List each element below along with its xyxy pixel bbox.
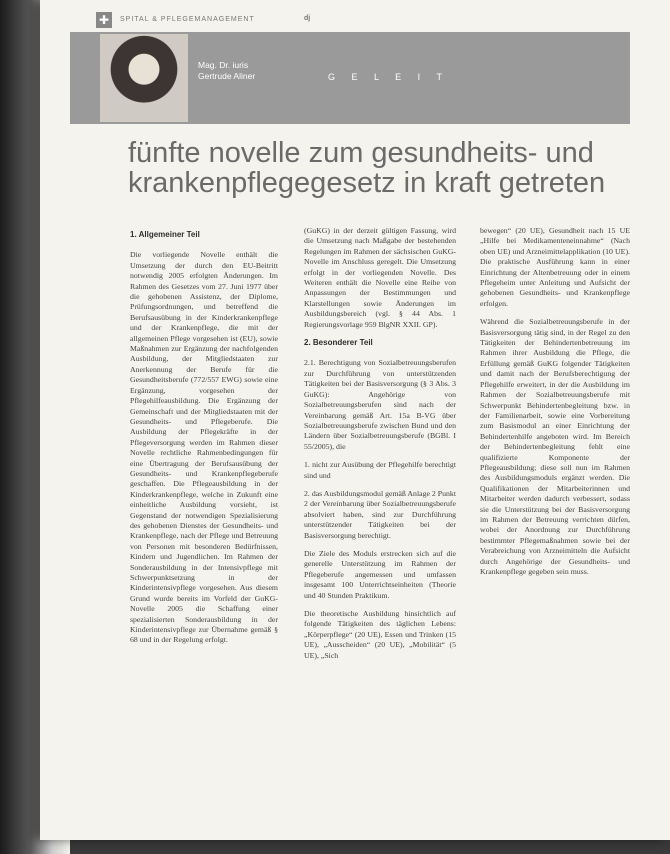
body-paragraph: (GuKG) in der derzeit gültigen Fassung, wird die Umsetzung nach Maßgabe der bestehenden Regelungen im Rahmen der sächsischen GuKG-Novelle im Anschluss geregelt. Die Umsetzung erfolgt in der vorliegenden Novelle. Des Weiteren enthält die Novelle eine Reihe von Anpassungen der Bestimmungen und Klarstellungen sowie Änderungen im Ausbildungsbereich (vgl. § 44 Abs. 1 Regierungsvorlage 959 BlgNR XXII. GP). <box>304 226 456 329</box>
author-fullname: Gertrude Aliner <box>198 71 256 81</box>
body-paragraph: bewegen“ (20 UE), Gesundheit nach 15 UE „Hilfe bei Medikamenteneinnahme“ (Nach oben UE) und Arzneimittelapplikation (10 UE). Die praktische Ausführung kann in einer Einrichtung der Altenbetreuung oder in einem Pflegeheim unter Anleitung und Aufsicht der gehobenen Gesundheits- und Krankenpflege erfolgen. <box>480 226 630 308</box>
plus-logo-icon: ✚ <box>96 12 112 28</box>
body-paragraph: Während die Sozialbetreuungsberufe in der Basisversorgung tätig sind, in der Regel zu den Tätigkeiten der Behindertenbetreuung im Rahmen ihrer Ausbildung die Pflege, die Erfüllung gemäß GuKG folgender Tätigkeiten und damit nach der Berufsberechtigung der Pflegehilfe erweitert, in der die Ausbildung im Rahmen der Sozialbetreuungsberufe mit Schwerpunkt Behindertenbegleitung bzw. in der Familienarbeit, sowie eine Vorbereitung zum Basismodul an einer Einrichtung der Behindertenhilfe angeboten wird. Im Bereich der Behindertenbegleitung fehlt eine qualifizierte Komponente der Pflegeausbildung; diese soll nun im Rahmen des Ausbildungsmoduls ergänzt werden. Die Qualifikationen der Mitarbeiterinnen und Mitarbeiter werden dadurch verbessert, sodass sie die Unterstützung bei der Basisversorgung im Rahmen der Betreuung verrichten dürfen, wobei der Anordnung zur Durchführung bestimmter Pflegemaßnahmen sowie bei der Verabreichung von Arzneimitteln die Aufsicht durch Angehörige der Gesundheits- und Krankenpflege gegeben sein muss. <box>480 317 630 576</box>
body-paragraph: 2. das Ausbildungsmodul gemäß Anlage 2 Punkt 2 der Vereinbarung über Sozialbetreuungsberufe absolviert haben, sind zur Durchführung unterstützender Tätigkeiten bei der Basisversorgung berechtigt. <box>304 488 456 540</box>
running-header <box>76 14 630 28</box>
article-headline <box>128 138 628 198</box>
header-band <box>70 32 630 124</box>
section-kicker: G E L E I T <box>328 72 450 82</box>
column-2 <box>304 226 456 669</box>
headline-line-2: krankenpflegegesetz in kraft getreten <box>128 167 606 199</box>
column-1 <box>130 230 278 654</box>
author-name <box>198 60 255 82</box>
author-title: Mag. Dr. iuris <box>198 60 249 70</box>
body-paragraph: 1. nicht zur Ausübung der Pflegehilfe berechtigt sind und <box>304 460 456 480</box>
section-heading-2: 2. Besonderer Teil <box>304 338 373 348</box>
body-paragraph: Die Ziele des Moduls erstrecken sich auf die generelle Unterstützung im Rahmen der Pflegeberufe angemessen und umfassen insgesamt 100 Unterrichtseinheiten (Theorie und 40 Stunden Praktikum. <box>304 548 456 600</box>
page-mark: dj <box>304 15 311 22</box>
body-paragraph: 2.1. Berechtigung von Sozialbetreuungsberufen zur Durchführung von unterstützenden Tätigkeiten bei der Basisversorgung (§ 3 Abs. 3 GuKG): Angehörige von Sozialbetreuungsberufen sind nach der Vereinbarung gemäß Art. 15a B-VG über Sozialbetreuungsberufe zwischen Bund und den Ländern über Sozialbetreuungsberufe (BGBl. I 55/2005), die <box>304 358 456 451</box>
column-3 <box>480 226 630 585</box>
magazine-page <box>40 0 670 840</box>
author-portrait <box>100 34 188 122</box>
body-paragraph: Die theoretische Ausbildung hinsichtlich auf folgende Tätigkeiten des täglichen Lebens: „Körperpflege“ (20 UE), Essen und Trinken (15 UE), „Ausscheiden“ (20 UE), „Mobilität“ (5 UE), „Sich <box>304 609 456 660</box>
series-title: SPITAL & PFLEGEMANAGEMENT <box>120 16 255 23</box>
section-heading-1: 1. Allgemeiner Teil <box>130 230 200 239</box>
body-paragraph: Die vorliegende Novelle enthält die Umsetzung der durch den EU-Beitritt notwendig 2005 erfolgten Änderungen. Im Rahmen des Gesetzes vom 27. Juni 1977 über die gehobenen Assistenz, der Diplome, Prüfungsordnungen, und betreffend die Berufsausübung in der Kinderkrankenpflege und der Krankenpflege, die mit der allgemeinen Pflege vorgesehen ist (EU), sowie Maßnahmen zur Ergänzung der nachfolgenden Ausbildung, der Mitgliedstaaten zur Anerkennung der Berufe für die Gesundheitsberufe (772/557 EWG) sowie eine Ergänzung, vorgesehen der Pflegehilfeausbildung. Die Ergänzung der Gemeinschaft und der Mitgliedstaaten mit der Gesundheits- und Pflegeberufe. Die Ausbildung der Pflegekräfte in der Pflegeversorgung werden im Rahmen dieser Novelle rechtliche Rahmenbedingungen für eine Übertragung der Berufsausübung der Gesundheits- und Krankenpflegeberufe geschaffen. Die Pflegeausbildung in der Kinderkrankenpflege, welche in Zukunft eine einheitliche Ausbildung vorsieht, ist Gegenstand der notwendigen Spezialisierung des gehobenen Dienstes der Gesundheits- und Krankenpflege, nach der Pflege und Betreuung von Personen mit besonderen Bedürfnissen, Kindern und Jugendlichen. Im Rahmen der Sonderausbildung in der Intensivpflege mit Schwerpunktsetzung in der Kinderintensivpflege vorgesehen. Aus diesem Grund wurde bereits im Vorfeld der GuKG-Novelle 2005 die Schaffung einer spezialisierten Sonderausbildung in der Kinderintensivpflege zur Übernahme gemäß § 68 und in der Regelung erfolgt. <box>130 250 278 645</box>
headline-line-1: fünfte novelle zum gesundheits- und <box>128 137 594 169</box>
